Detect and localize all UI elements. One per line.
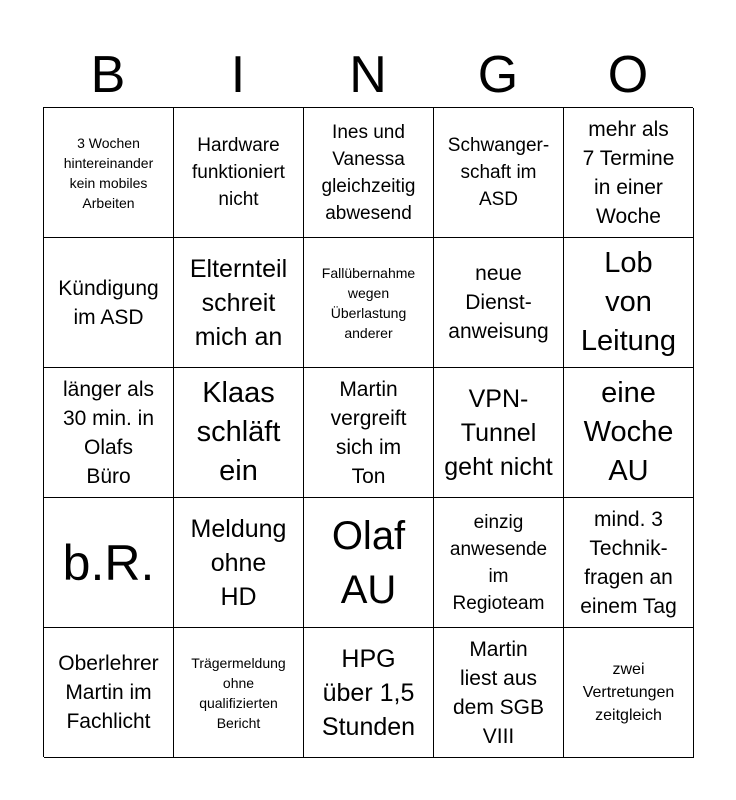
cell-text: VPN- Tunnel geht nicht: [444, 384, 553, 481]
cell-text: neue Dienst- anweisung: [448, 262, 549, 343]
bingo-cell[interactable]: [434, 238, 564, 368]
cell-text: Klaas schläft ein: [196, 377, 281, 487]
bingo-cell[interactable]: [44, 628, 174, 758]
cell-text: b.R.: [62, 534, 155, 591]
cell-text: Martin liest aus dem SGB VIII: [452, 637, 545, 748]
cell-text: Ines und Vanessa gleichzeitig abwesend: [321, 121, 416, 224]
bingo-cell[interactable]: [564, 238, 694, 368]
cell-text: Hardware funktioniert nicht: [192, 135, 285, 210]
cell-text: Olaf AU: [331, 513, 406, 612]
cell-text: Kündigung im ASD: [58, 276, 159, 329]
bingo-cell[interactable]: [44, 368, 174, 498]
bingo-cell[interactable]: [44, 108, 174, 238]
cell-text: Schwanger- schaft im ASD: [447, 135, 550, 210]
cell-text: mind. 3 Technik- fragen an einem Tag: [580, 507, 677, 618]
bingo-cell[interactable]: [174, 368, 304, 498]
cell-text: Trägermeldung ohne qualifizierten Bericht: [191, 654, 286, 731]
bingo-cell[interactable]: [174, 238, 304, 368]
bingo-cell[interactable]: [564, 628, 694, 758]
header-letter-b: B: [90, 46, 126, 104]
cell-text: Oberlehrer Martin im Fachlicht: [58, 652, 159, 733]
cell-text: Fallübernahme wegen Überlastung anderer: [321, 264, 416, 341]
bingo-cell[interactable]: [304, 368, 434, 498]
bingo-cell[interactable]: [564, 498, 694, 628]
bingo-cell[interactable]: [304, 108, 434, 238]
bingo-cell[interactable]: [434, 368, 564, 498]
bingo-cell[interactable]: [434, 108, 564, 238]
header-letter-n: N: [349, 46, 387, 104]
bingo-cell[interactable]: [564, 108, 694, 238]
header-letter-i: I: [230, 46, 246, 104]
cell-text: Meldung ohne HD: [190, 514, 287, 611]
bingo-cell[interactable]: [174, 628, 304, 758]
bingo-cell[interactable]: [304, 628, 434, 758]
cell-text: mehr als 7 Termine in einer Woche: [582, 117, 675, 228]
cell-text: Martin vergreift sich im Ton: [330, 377, 407, 488]
bingo-header: [43, 40, 693, 110]
header-letter-o: O: [607, 46, 649, 104]
cell-text: Elternteil schreit mich an: [189, 254, 288, 351]
bingo-cell[interactable]: [434, 628, 564, 758]
header-letter-g: G: [477, 46, 519, 104]
bingo-cell[interactable]: [434, 498, 564, 628]
bingo-card: [43, 107, 693, 757]
cell-text: eine Woche AU: [583, 377, 674, 487]
cell-text: zwei Vertretungen zeitgleich: [582, 661, 675, 724]
cell-text: HPG über 1,5 Stunden: [321, 644, 416, 741]
bingo-cell[interactable]: [174, 498, 304, 628]
cell-text: Lob von Leitung: [580, 247, 677, 357]
bingo-cell[interactable]: [564, 368, 694, 498]
bingo-cell[interactable]: [44, 238, 174, 368]
cell-text: länger als 30 min. in Olafs Büro: [62, 377, 155, 488]
bingo-cell[interactable]: [44, 498, 174, 628]
bingo-cell[interactable]: [304, 498, 434, 628]
bingo-cell[interactable]: [304, 238, 434, 368]
cell-text: einzig anwesende im Regioteam: [449, 511, 548, 614]
cell-text: 3 Wochen hintereinander kein mobiles Arbeiten: [63, 134, 154, 211]
bingo-cell[interactable]: [174, 108, 304, 238]
